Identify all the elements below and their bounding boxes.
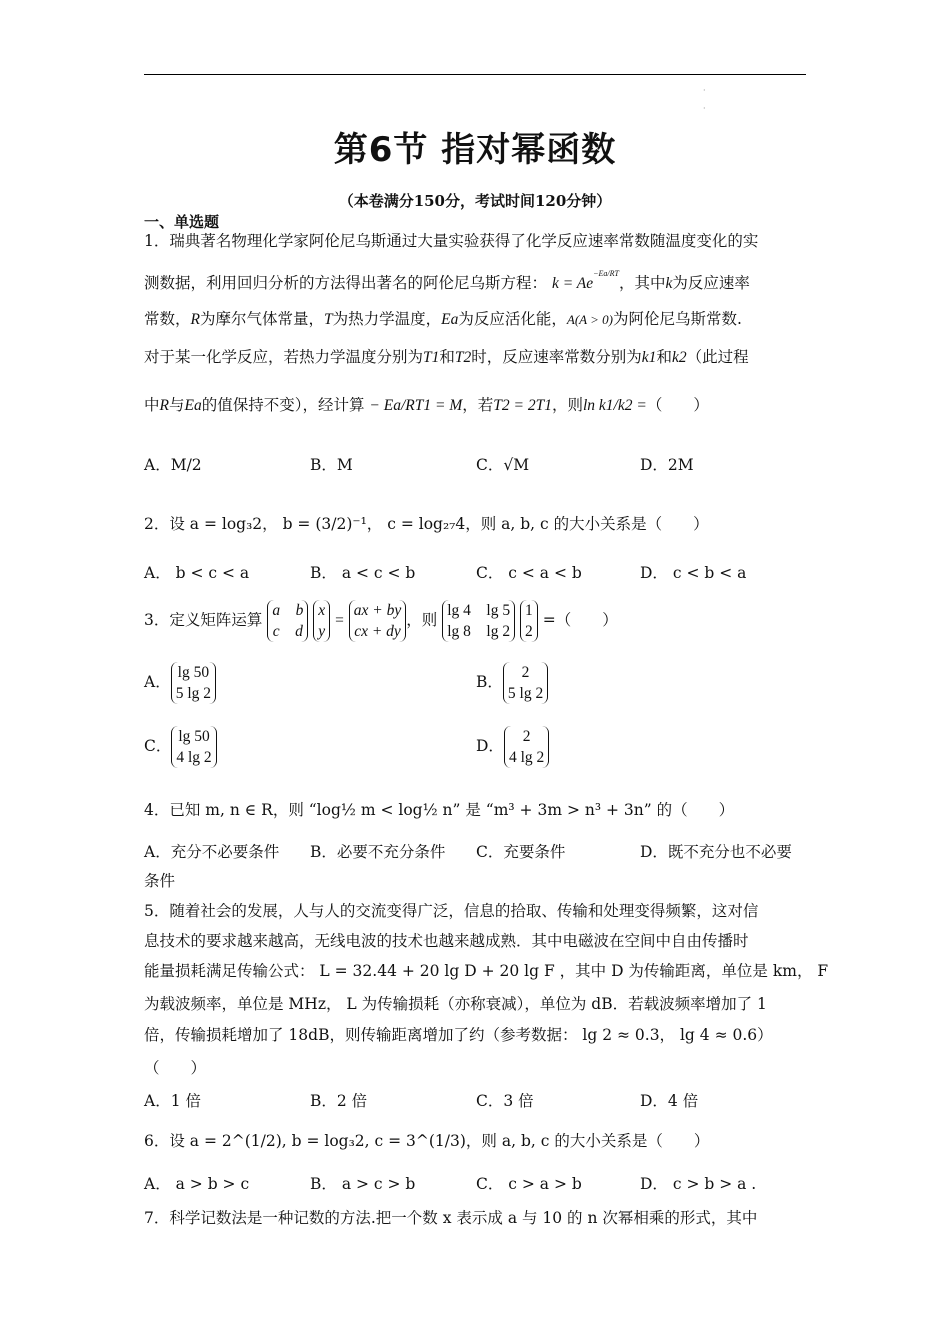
q5-line4: 为载波频率，单位是 MHz， L 为传输损耗（亦称衰减），单位为 dB．若载波频率增加了 1	[144, 995, 767, 1013]
matrix-lg: lg 4 lg 5 lg 8 lg 2	[442, 600, 515, 642]
q6-stem: 6．设 a = 2^(1/2), b = log₃2, c = 3^(1/3)，则 a, b, c 的大小关系是（ ）	[144, 1132, 710, 1150]
q1-option-a[interactable]: A．M/2	[144, 456, 202, 474]
matrix-result: ax + by cx + dy	[349, 600, 406, 642]
q3-option-c[interactable]: C． lg 50 4 lg 2	[144, 722, 217, 770]
q6-option-d[interactable]: D． c > b > a .	[640, 1175, 757, 1193]
q5-line5: 倍，传输损耗增加了 18dB，则传输距离增加了约（参考数据： lg 2 ≈ 0.3， lg 4 ≈ 0.6）	[144, 1026, 773, 1044]
section-heading: 一、单选题	[144, 213, 220, 231]
q4-option-c[interactable]: C．充要条件	[476, 843, 566, 861]
q2-option-c[interactable]: C． c < a < b	[476, 564, 582, 582]
q3-option-a[interactable]: A． lg 50 5 lg 2	[144, 658, 216, 706]
q2-stem: 2．设 a = log₃2， b = (3/2)⁻¹， c = log₂₇4，则 a, b, c 的大小关系是（ ）	[144, 515, 709, 533]
q3-option-b[interactable]: B． 2 5 lg 2	[476, 658, 548, 706]
q6-option-c[interactable]: C． c > a > b	[476, 1175, 582, 1193]
q3-option-d[interactable]: D． 2 4 lg 2	[476, 722, 549, 770]
q5-line1: 5．随着社会的发展，人与人的交流变得广泛，信息的拾取、传输和处理变得频繁，这对信	[144, 902, 759, 920]
matrix-abcd: a b c d	[267, 600, 308, 642]
q1-option-d[interactable]: D．2M	[640, 456, 694, 474]
top-rule	[144, 74, 806, 75]
q5-line3: 能量损耗满足传输公式： L = 32.44 + 20 lg D + 20 lg F ，其中 D 为传输距离，单位是 km， F	[144, 962, 829, 980]
matrix-12: 1 2	[520, 600, 538, 642]
q4-option-b[interactable]: B．必要不充分条件	[310, 843, 446, 861]
q5-line2: 息技术的要求越来越高，无线电波的技术也越来越成熟．其中电磁波在空间中自由传播时	[144, 932, 749, 950]
q5-option-a[interactable]: A．1 倍	[144, 1092, 201, 1110]
q4-option-d-wrap: 条件	[144, 872, 176, 890]
exam-info: （本卷满分150分，考试时间120分钟）	[338, 192, 612, 210]
q1-line5: 中R与Ea的值保持不变），经计算 − Ea/RT1 = M，若T2 = 2T1，则ln k1/k2 =（ ）	[144, 396, 709, 414]
q1-line2: 测数据，利用回归分析的方法得出著名的阿伦尼乌斯方程： $k = Ae^{-Ea/RT}$，其中k为反应速率	[144, 269, 750, 293]
q4-option-a[interactable]: A．充分不必要条件	[144, 843, 280, 861]
q1-option-b[interactable]: B．M	[310, 456, 353, 474]
q1-line3: 常数，R为摩尔气体常量，T为热力学温度，Ea为反应活化能，A(A > 0)为阿伦尼乌斯常数.	[144, 310, 742, 328]
matrix-xy: x y	[313, 600, 330, 642]
q5-option-d[interactable]: D．4 倍	[640, 1092, 699, 1110]
q1-line4: 对于某一化学反应，若热力学温度分别为T1和T2时，反应速率常数分别为k1和k2（此过程	[144, 348, 749, 366]
q5-line6: （ ）	[144, 1059, 207, 1077]
q2-option-b[interactable]: B． a < c < b	[310, 564, 416, 582]
page-title: 第6节 指对幂函数	[333, 130, 617, 170]
q7-stem: 7．科学记数法是一种记数的方法.把一个数 x 表示成 a 与 10 的 n 次幂相乘的形式，其中	[144, 1209, 758, 1227]
q5-option-b[interactable]: B．2 倍	[310, 1092, 368, 1110]
q3-stem: 3．定义矩阵运算 a b c d x y = ax + by cx + dy ，则 lg 4 lg 5 lg 8 lg 2 1 2 =（ ）	[144, 602, 618, 640]
q4-stem: 4．已知 m, n ∈ R，则 “log½ m < log½ n” 是 “m³ + 3m > n³ + 3n” 的（ ）	[144, 801, 735, 819]
arrhenius-formula: k = Ae	[551, 275, 594, 293]
q5-option-c[interactable]: C．3 倍	[476, 1092, 534, 1110]
q6-option-a[interactable]: A． a > b > c	[144, 1175, 250, 1193]
q6-option-b[interactable]: B． a > c > b	[310, 1175, 416, 1193]
q1-option-c[interactable]: C．√M	[476, 456, 530, 474]
q2-option-a[interactable]: A． b < c < a	[144, 564, 250, 582]
q2-option-d[interactable]: D． c < b < a	[640, 564, 747, 582]
q4-option-d[interactable]: D．既不充分也不必要	[640, 843, 792, 861]
scan-dot: ·	[703, 104, 706, 113]
q1-line1: 1．瑞典著名物理化学家阿伦尼乌斯通过大量实验获得了化学反应速率常数随温度变化的实	[144, 232, 759, 250]
scan-dot: ·	[703, 86, 706, 95]
